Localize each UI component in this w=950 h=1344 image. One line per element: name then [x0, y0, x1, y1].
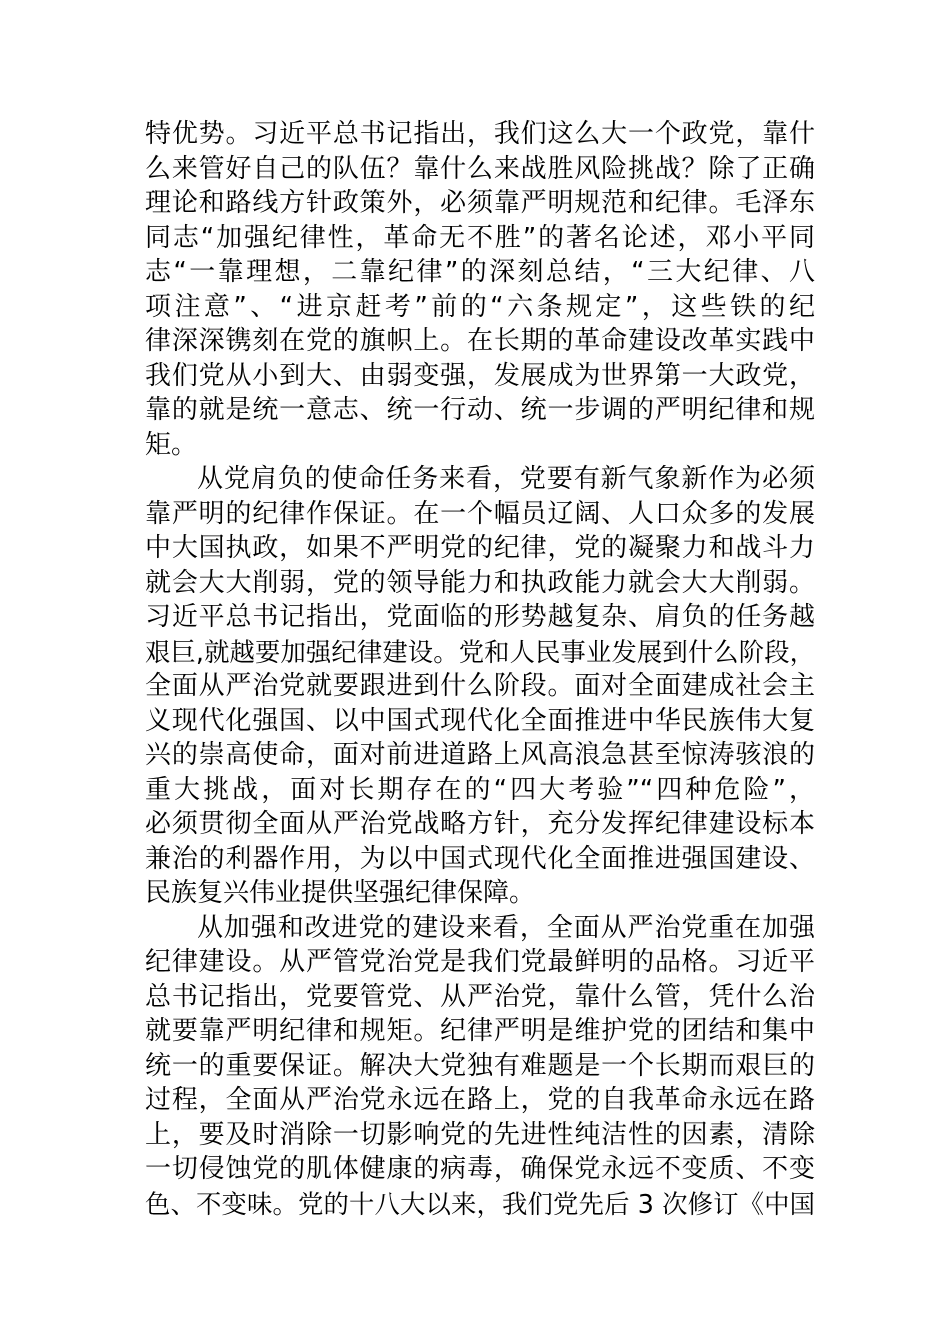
- text-line: 同志“加强纪律性，革命无不胜”的著名论述，邓小平同: [145, 222, 815, 253]
- text-line: 总书记指出，党要管党、从严治党，靠什么管，凭什么治: [145, 981, 815, 1012]
- text-line: 兼治的利器作用，为以中国式现代化全面推进强国建设、: [145, 843, 815, 874]
- text-line: 重大挑战，面对长期存在的“四大考验”“四种危险”，: [145, 774, 815, 805]
- text-line: 项注意”、“进京赶考”前的“六条规定”，这些铁的纪: [145, 291, 815, 322]
- paragraph-first-line: 从党肩负的使命任务来看，党要有新气象新作为必须: [197, 464, 815, 494]
- text-line: 色、不变味。党的十八大以来，我们党先后 3 次修订《中国: [145, 1188, 815, 1219]
- text-line: 就会大大削弱，党的领导能力和执政能力就会大大削弱。: [145, 567, 815, 598]
- text-line: 一切侵蚀党的肌体健康的病毒，确保党永远不变质、不变: [145, 1154, 815, 1184]
- text-line: 志“一靠理想，二靠纪律”的深刻总结，“三大纪律、八: [145, 257, 815, 287]
- paragraph-first-line: 从加强和改进党的建设来看，全面从严治党重在加强: [197, 912, 815, 943]
- text-line: 兴的崇高使命，面对前进道路上风高浪急甚至惊涛骇浪的: [145, 740, 815, 770]
- text-line: 特优势。习近平总书记指出，我们这么大一个政党，靠什: [145, 119, 815, 149]
- text-line: 民族复兴伟业提供坚强纪律保障。: [145, 878, 536, 908]
- text-line: 义现代化强国、以中国式现代化全面推进中华民族伟大复: [145, 705, 815, 736]
- text-line: 习近平总书记指出，党面临的形势越复杂、肩负的任务越: [145, 602, 815, 632]
- text-line: 中大国执政，如果不严明党的纪律，党的凝聚力和战斗力: [145, 533, 815, 563]
- text-line: 就要靠严明纪律和规矩。纪律严明是维护党的团结和集中: [145, 1016, 815, 1046]
- text-line: 靠严明的纪律作保证。在一个幅员辽阔、人口众多的发展: [145, 498, 815, 529]
- text-line: 矩。: [145, 429, 198, 460]
- text-line: 律深深镌刻在党的旗帜上。在长期的革命建设改革实践中: [145, 326, 815, 356]
- text-line: 么来管好自己的队伍？靠什么来战胜风险挑战？除了正确: [145, 153, 815, 184]
- body-text: [145, 117, 815, 1221]
- text-line: 靠的就是统一意志、统一行动、统一步调的严明纪律和规: [145, 395, 815, 425]
- text-line: 过程，全面从严治党永远在路上，党的自我革命永远在路: [145, 1085, 815, 1115]
- text-line: 上，要及时消除一切影响党的先进性纯洁性的因素，清除: [145, 1119, 815, 1150]
- text-line: 我们党从小到大、由弱变强，发展成为世界第一大政党，: [145, 360, 815, 391]
- text-line: 必须贯彻全面从严治党战略方针，充分发挥纪律建设标本: [145, 809, 815, 839]
- text-line: 纪律建设。从严管党治党是我们党最鲜明的品格。习近平: [145, 947, 815, 977]
- text-line: 全面从严治党就要跟进到什么阶段。面对全面建成社会主: [145, 671, 815, 701]
- text-line: 理论和路线方针政策外，必须靠严明规范和纪律。毛泽东: [145, 188, 815, 218]
- text-line: 统一的重要保证。解决大党独有难题是一个长期而艰巨的: [145, 1050, 815, 1081]
- text-line: 艰巨,就越要加强纪律建设。党和人民事业发展到什么阶段，: [145, 636, 815, 667]
